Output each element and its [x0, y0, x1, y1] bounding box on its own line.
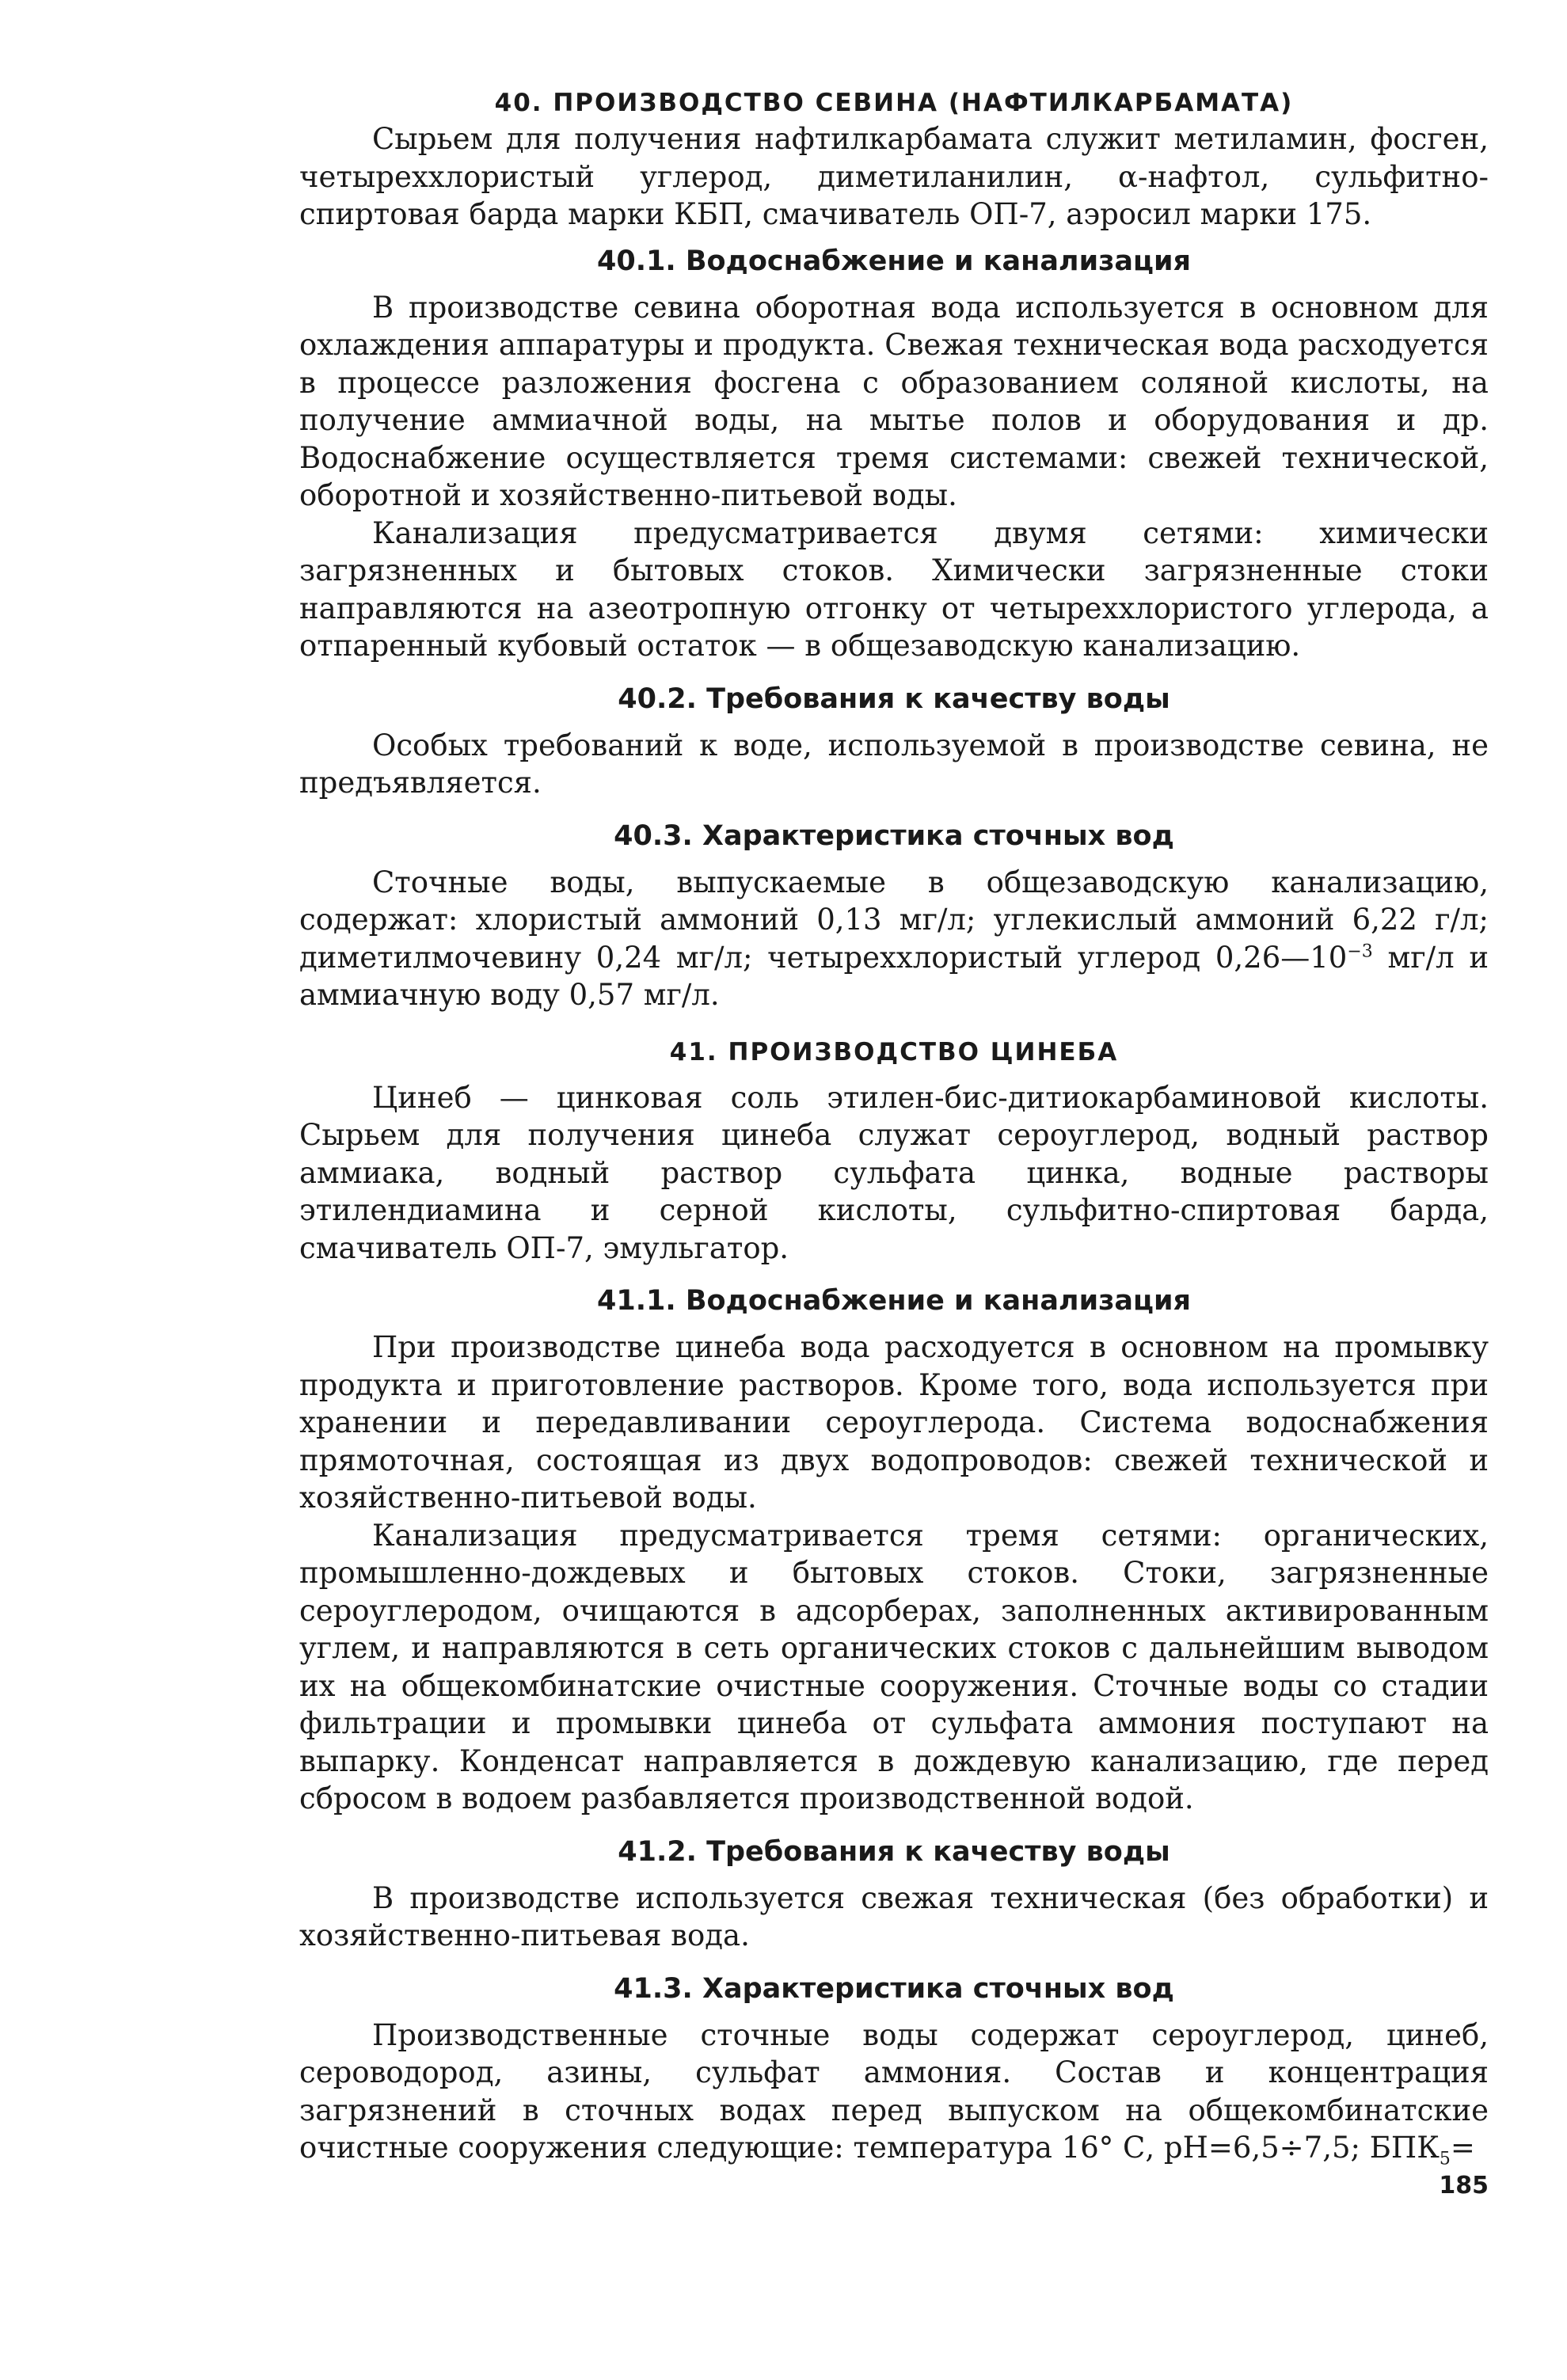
subsection-41-2-title: 41.2. Требования к качеству воды — [618, 1835, 1170, 1868]
subsection-41-2-paragraph-1: В производстве используется свежая техническая (без обработки) и хозяйственно-питьевая вода. — [299, 1880, 1489, 1952]
section-41-number: 41. — [669, 1037, 718, 1066]
subsection-41-1-title: 41.1. Водоснабжение и канализация — [597, 1285, 1191, 1317]
section-41-intro: Цинеб — цинковая соль этилен-бис-дитиокарбаминовой кислоты. Сырьем для получения цинеба служат сероуглерод, водный раствор аммиака, водный раствор сульфата цинка, водные растворы этилендиамина и серной кислоты, сульфитно-спиртовая барда, смачиватель ОП-7, эмульгатор. — [299, 1080, 1489, 1265]
subsection-41-3-title: 41.3. Характеристика сточных вод — [614, 1972, 1174, 2005]
section-41-heading: ПРОИЗВОДСТВО ЦИНЕБА — [728, 1037, 1119, 1066]
section-41-title — [299, 1035, 1489, 1070]
text-run: Производственные сточные воды содержат сероуглерод, цинеб, сероводород, азины, сульфат аммония. Состав и концентрация загрязнений в сточных водах перед выпуском на общекомбинатские очистные сооружения следующие: температура 16° С, pH=6,5÷7,5; БПК — [299, 2017, 1489, 2165]
section-40-intro: Сырьем для получения нафтилкарбамата служит метиламин, фосген, четыреххлористый углерод, диметиланилин, α-нафтол, сульфитно-спиртовая барда марки КБП, смачиватель ОП-7, аэросил марки 175. — [299, 122, 1489, 231]
subsection-40-1-title: 40.1. Водоснабжение и канализация — [597, 245, 1191, 277]
subscript: 5 — [1439, 2149, 1451, 2169]
text-run: мг/л и аммиачную воду 0,57 мг/л. — [299, 940, 1489, 1012]
subsection-41-1-paragraph-2: Канализация предусматривается тремя сетями: органических, промышленно-дождевых и бытовых стоков. Стоки, загрязненные сероуглеродом, очищаются в адсорберах, заполненных активированным углем, и направляются в сеть органических стоков с дальнейшим выводом их на общекомбинатские очистные сооружения. Сточные воды со стадии фильтрации и промывки цинеба от сульфата аммония поступают на выпарку. Конденсат направляется в дождевую канализацию, где перед сбросом в водоем разбавляется производственной водой. — [299, 1518, 1489, 1815]
subsection-41-1-paragraph-1: При производстве цинеба вода расходуется в основном на промывку продукта и приготовление растворов. Кроме того, вода используется при хранении и передавливании сероуглерода. Система водоснабжения прямоточная, состоящая из двух водопроводов: свежей технической и хозяйственно-питьевой воды. — [299, 1330, 1489, 1515]
superscript: −3 — [1347, 941, 1373, 962]
document-page — [299, 86, 1489, 2215]
subsection-41-3-paragraph-1 — [299, 2017, 1489, 2167]
subsection-40-2-title: 40.2. Требования к качеству воды — [618, 682, 1170, 715]
subsection-40-1-paragraph-2: Канализация предусматривается двумя сетями: химически загрязненных и бытовых стоков. Химически загрязненные стоки направляются на азеотропную отгонку от четыреххлористого углерода, а отпаренный кубовый остаток — в общезаводскую канализацию. — [299, 515, 1489, 663]
subsection-40-3-title: 40.3. Характеристика сточных вод — [614, 819, 1174, 852]
page-number: 185 — [1439, 2171, 1489, 2199]
subsection-40-2-paragraph-1: Особых требований к воде, используемой в производстве севина, не предъявляется. — [299, 728, 1489, 800]
text-run: Сточные воды, выпускаемые в общезаводскую канализацию, содержат: хлористый аммоний 0,13 мг/л; углекислый аммоний 6,22 г/л; диметилмочевину 0,24 мг/л; четыреххлористый углерод 0,26—10 — [299, 865, 1489, 975]
subsection-40-1-paragraph-1: В производстве севина оборотная вода используется в основном для охлаждения аппаратуры и продукта. Свежая техническая вода расходуется в процессе разложения фосгена с образованием соляной кислоты, на получение аммиачной воды, на мытье полов и оборудования и др. Водоснабжение осуществляется тремя системами: свежей технической, оборотной и хозяйственно-питьевой воды. — [299, 290, 1489, 512]
text-run: = — [1450, 2131, 1475, 2165]
section-40-number: 40. — [494, 89, 543, 117]
section-40-heading: ПРОИЗВОДСТВО СЕВИНА (НАФТИЛКАРБАМАТА) — [553, 89, 1294, 117]
subsection-40-3-paragraph-1 — [299, 864, 1489, 1014]
section-40-title — [299, 86, 1489, 120]
